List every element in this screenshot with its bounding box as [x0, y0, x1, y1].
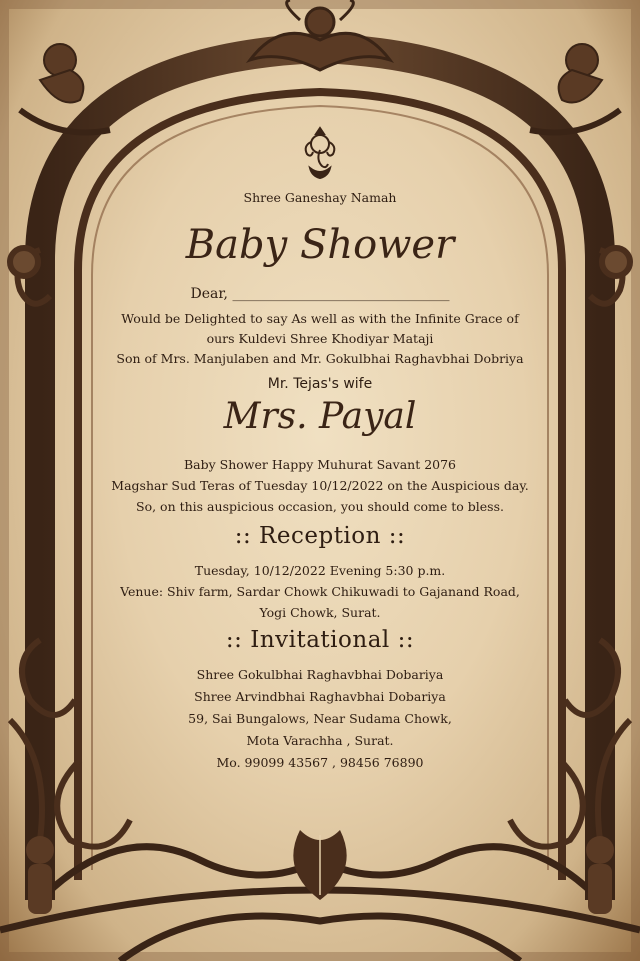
reception-line: Venue: Shiv farm, Sardar Chowk Chikuwadi to Gajanand Road, — [120, 584, 520, 599]
intro-line: Would be Delighted to say As well as with the Infinite Grace of — [121, 311, 519, 326]
event-line: So, on this auspicious occasion, you should come to bless. — [136, 499, 504, 514]
cherub-icon — [306, 8, 334, 36]
dear-line — [0, 286, 640, 302]
relation-text: Mr. Tejas's wife — [267, 376, 373, 392]
contact-numbers: Mo. 99099 43567 , 98456 76890 — [216, 755, 424, 770]
dear-label: Dear, — [190, 286, 228, 302]
reception-heading: :: Reception :: — [234, 523, 406, 549]
ganesha-icon — [300, 124, 340, 184]
invitational-line: Shree Gokulbhai Raghavbhai Dobariya — [196, 667, 444, 682]
intro-line: ours Kuldevi Shree Khodiyar Mataji — [206, 331, 434, 346]
invitational-line: 59, Sai Bungalows, Near Sudama Chowk, — [188, 711, 452, 726]
dear-blank: _______________________________ — [232, 286, 450, 302]
honoree-name: Mrs. Payal — [223, 396, 417, 437]
invitational-line: Mota Varachha , Surat. — [246, 733, 394, 748]
intro-line: Son of Mrs. Manjulaben and Mr. Gokulbhai Raghavbhai Dobriya — [116, 351, 524, 366]
reception-line: Yogi Chowk, Surat. — [259, 605, 381, 620]
reception-line: Tuesday, 10/12/2022 Evening 5:30 p.m. — [194, 563, 446, 578]
title-text: Baby Shower — [185, 222, 455, 268]
invitational-heading: :: Invitational :: — [225, 627, 415, 653]
blessing-text: Shree Ganeshay Namah — [243, 190, 397, 205]
event-line: Magshar Sud Teras of Tuesday 10/12/2022 on the Auspicious day. — [111, 478, 529, 493]
event-line: Baby Shower Happy Muhurat Savant 2076 — [183, 457, 456, 472]
invitational-line: Shree Arvindbhai Raghavbhai Dobariya — [194, 689, 446, 704]
